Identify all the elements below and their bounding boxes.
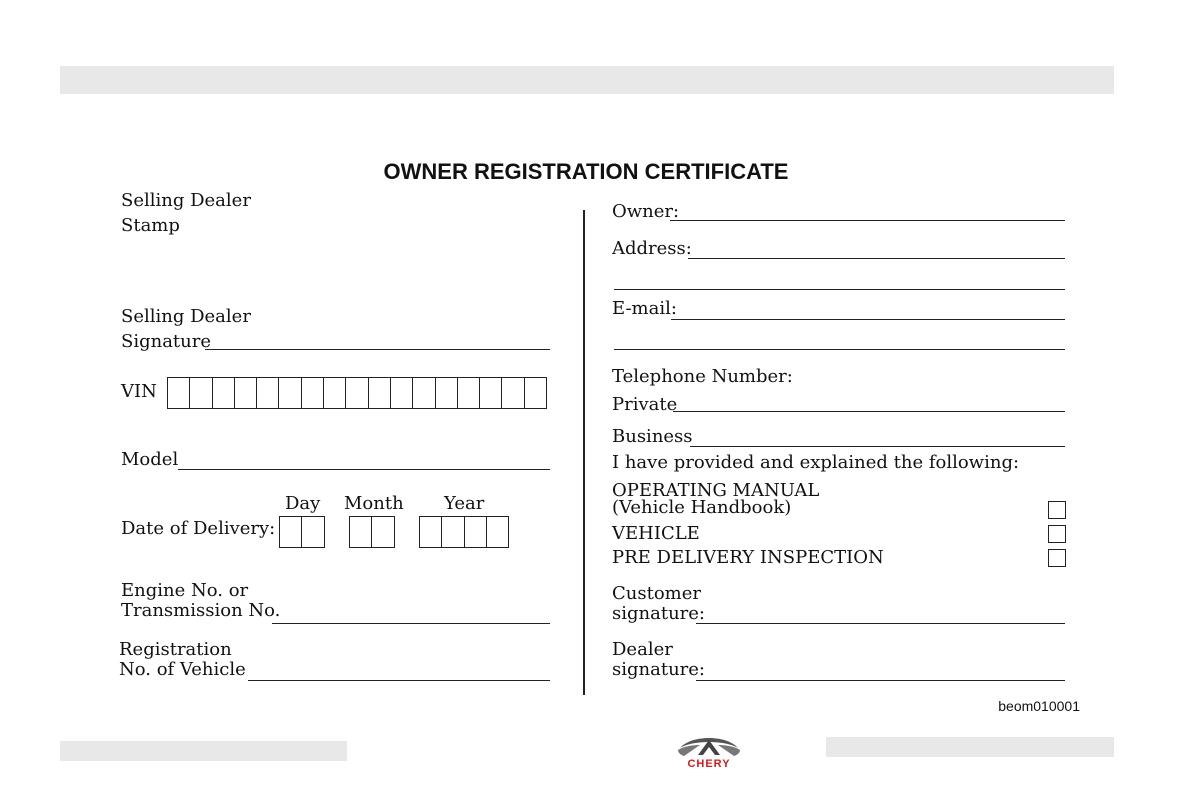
vin-box[interactable] — [168, 378, 190, 408]
vehicle-label: VEHICLE — [612, 523, 700, 544]
address-line-1[interactable] — [688, 258, 1065, 259]
registration-label-2: No. of Vehicle — [119, 659, 246, 680]
business-phone-line[interactable] — [690, 446, 1065, 447]
date-of-delivery-label: Date of Delivery: — [121, 518, 276, 539]
top-header-bar — [60, 66, 1114, 94]
dealer-stamp-label-2: Stamp — [121, 215, 180, 236]
month-box[interactable] — [350, 517, 372, 547]
logo-wordmark: CHERY — [687, 758, 731, 770]
vin-label: VIN — [121, 381, 157, 402]
vin-box[interactable] — [413, 378, 435, 408]
dealer-signature-label-1: Selling Dealer — [121, 306, 251, 327]
year-label: Year — [444, 493, 485, 514]
year-box[interactable] — [442, 517, 464, 547]
owner-label: Owner: — [612, 201, 680, 222]
year-boxes[interactable] — [419, 516, 509, 548]
customer-signature-label-2: signature: — [612, 603, 705, 624]
private-phone-label: Private — [612, 394, 678, 415]
vin-box[interactable] — [213, 378, 235, 408]
email-line[interactable] — [671, 319, 1065, 320]
operating-manual-label-1: OPERATING MANUAL — [612, 480, 820, 501]
vin-box[interactable] — [525, 378, 546, 408]
vin-box[interactable] — [190, 378, 212, 408]
registration-line[interactable] — [248, 680, 550, 681]
vin-boxes[interactable] — [167, 377, 547, 409]
dealer-signature-line[interactable] — [205, 349, 550, 350]
telephone-label: Telephone Number: — [612, 366, 793, 387]
engine-label-1: Engine No. or — [121, 580, 249, 601]
document-code: beom010001 — [998, 698, 1080, 714]
customer-signature-line[interactable] — [696, 623, 1065, 624]
dealer-signature-right-label-1: Dealer — [612, 639, 673, 660]
column-divider — [583, 210, 585, 695]
vin-box[interactable] — [235, 378, 257, 408]
email-label: E-mail: — [612, 298, 677, 319]
registration-label-1: Registration — [119, 639, 232, 660]
year-box[interactable] — [465, 517, 487, 547]
vin-box[interactable] — [458, 378, 480, 408]
model-label: Model — [121, 449, 179, 470]
customer-signature-label-1: Customer — [612, 583, 701, 604]
dealer-signature-label-2: Signature — [121, 331, 212, 352]
dealer-stamp-label-1: Selling Dealer — [121, 190, 251, 211]
vin-box[interactable] — [480, 378, 502, 408]
engine-label-2: Transmission No. — [121, 600, 281, 621]
vin-box[interactable] — [502, 378, 524, 408]
vin-box[interactable] — [369, 378, 391, 408]
day-box[interactable] — [302, 517, 323, 547]
address-label: Address: — [612, 238, 692, 259]
footer-bar-right — [826, 737, 1114, 757]
operating-manual-label-2: (Vehicle Handbook) — [612, 497, 792, 518]
page-title: OWNER REGISTRATION CERTIFICATE — [383, 159, 789, 184]
email-line-2[interactable] — [614, 349, 1065, 350]
month-label: Month — [344, 493, 404, 514]
footer-bar-left — [60, 741, 347, 761]
owner-line[interactable] — [670, 220, 1065, 221]
chery-logo-icon — [676, 736, 742, 776]
vin-box[interactable] — [391, 378, 413, 408]
day-label: Day — [285, 493, 321, 514]
vehicle-checkbox[interactable] — [1048, 525, 1066, 543]
dealer-signature-right-line[interactable] — [696, 680, 1065, 681]
private-phone-line[interactable] — [673, 411, 1065, 412]
vin-box[interactable] — [436, 378, 458, 408]
pdi-label: PRE DELIVERY INSPECTION — [612, 547, 884, 568]
model-line[interactable] — [178, 469, 550, 470]
vin-box[interactable] — [302, 378, 324, 408]
dealer-signature-right-label-2: signature: — [612, 659, 705, 680]
month-boxes[interactable] — [349, 516, 395, 548]
vin-box[interactable] — [279, 378, 301, 408]
year-box[interactable] — [420, 517, 442, 547]
day-box[interactable] — [280, 517, 302, 547]
month-box[interactable] — [372, 517, 393, 547]
address-line-2[interactable] — [614, 289, 1065, 290]
operating-manual-checkbox[interactable] — [1048, 501, 1066, 519]
year-box[interactable] — [487, 517, 508, 547]
pdi-checkbox[interactable] — [1048, 549, 1066, 567]
business-phone-label: Business — [612, 426, 693, 447]
day-boxes[interactable] — [279, 516, 325, 548]
provided-statement: I have provided and explained the following: — [612, 452, 1020, 473]
engine-line[interactable] — [272, 623, 550, 624]
vin-box[interactable] — [324, 378, 346, 408]
vin-box[interactable] — [346, 378, 368, 408]
vin-box[interactable] — [257, 378, 279, 408]
